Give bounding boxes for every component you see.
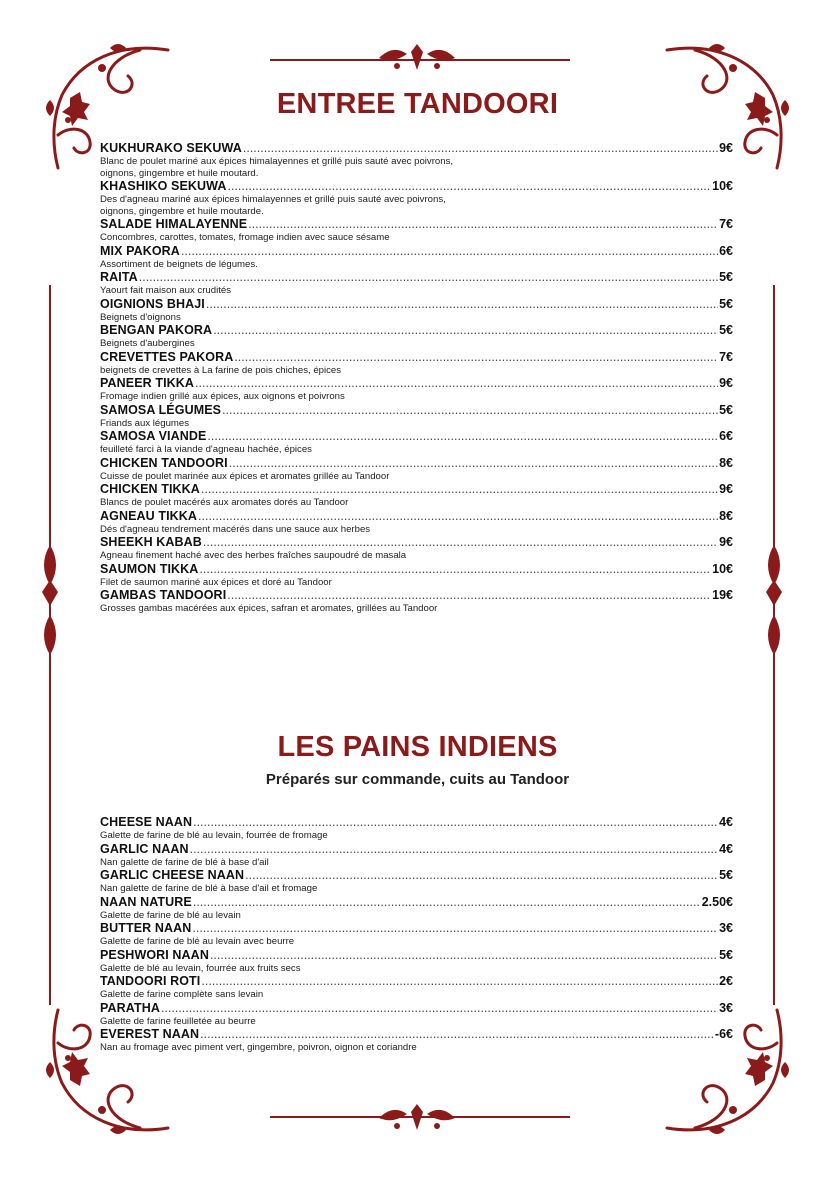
menu-item [100, 535, 733, 562]
dot-leader [222, 403, 718, 418]
menu-item-row [100, 270, 733, 285]
menu-item-description: Galette de blé au levain, fourrée aux fruits secs [100, 962, 301, 974]
menu-item-name: EVEREST NAAN [100, 1027, 200, 1041]
dot-leader [190, 842, 718, 857]
menu-item-name: BENGAN PAKORA [100, 323, 213, 337]
menu-item-description: Dés d'agneau tendrement macérés dans une sauce aux herbes [100, 523, 371, 535]
menu-item-row [100, 297, 733, 312]
menu-item [100, 429, 733, 456]
dot-leader [201, 482, 718, 497]
menu-item [100, 509, 733, 536]
menu-item [100, 868, 733, 895]
menu-item-description: Concombres, carottes, tomates, fromage indien avec sauce sésame [100, 232, 390, 243]
menu-item-price: 2€ [719, 974, 733, 988]
menu-item [100, 588, 733, 615]
menu-item-description: Friands aux légumes [100, 417, 190, 429]
dot-leader [192, 921, 718, 936]
menu-item-description: Blanc de poulet mariné aux épices himalayennes et grillé puis sauté avec poivrons, oignons, gingembre et huile moutard. [100, 156, 454, 179]
menu-item-row [100, 1001, 733, 1016]
dot-leader [227, 588, 711, 603]
menu-item-description: Beignets d'aubergines [100, 338, 195, 349]
dot-leader [200, 1027, 714, 1042]
menu-item [100, 974, 733, 1001]
menu-item [100, 1001, 733, 1028]
menu-item [100, 482, 733, 509]
menu-item-row [100, 429, 733, 444]
dot-leader [139, 270, 718, 285]
menu-item-description: Fromage indien grillé aux épices, aux oignons et poivrons [100, 391, 345, 402]
menu-item-price: 5€ [719, 323, 733, 337]
menu-item-price: 3€ [719, 1000, 733, 1015]
dot-leader [234, 350, 718, 365]
menu-item [100, 270, 733, 297]
menu-item-description: Filet de saumon mariné aux épices et doré au Tandoor [100, 576, 332, 588]
side-ornament-left-icon [36, 545, 64, 655]
menu-item-description: Beignets d'oignons [100, 311, 181, 323]
menu-item-name: OIGNIONS BHAJI [100, 296, 205, 311]
menu-item-description: Galette de farine de blé au levain avec beurre [100, 936, 295, 947]
menu-item-name: NAAN NATURE [100, 894, 192, 909]
dot-leader [229, 456, 718, 471]
menu-item-price: -6€ [714, 1027, 733, 1041]
dot-leader [243, 141, 718, 156]
menu-item [100, 562, 733, 589]
menu-item-price: 7€ [719, 349, 733, 364]
menu-item-row [100, 482, 733, 497]
menu-item-description: Galette de farine complète sans levain [100, 989, 264, 1000]
menu-item-row [100, 974, 733, 989]
menu-item [100, 323, 733, 350]
menu-item-row [100, 509, 733, 524]
dot-leader [203, 535, 718, 550]
menu-item [100, 1027, 733, 1054]
menu-item-row [100, 842, 733, 857]
menu-item-description: Nan au fromage avec piment vert, gingembre, poivron, oignon et coriandre [100, 1042, 417, 1053]
menu-item-name: SAUMON TIKKA [100, 561, 199, 576]
menu-item-price: 6€ [719, 429, 733, 443]
menu-item [100, 895, 733, 922]
menu-item-name: PANEER TIKKA [100, 376, 195, 390]
menu-item-row [100, 376, 733, 391]
section-subtitle-pains: Préparés sur commande, cuits au Tandoor [265, 771, 570, 788]
section-title-entree: ENTREE TANDOORI [276, 88, 559, 120]
menu-item-price: 19€ [712, 588, 733, 602]
menu-item-name: KUKHURAKO SEKUWA [100, 141, 242, 155]
menu-item-description: Nan galette de farine de blé à base d'ail et fromage [100, 883, 318, 894]
menu-item-description: Galette de farine feuilletée au beurre [100, 1015, 256, 1027]
menu-item-price: 7€ [719, 217, 733, 231]
menu-item-row [100, 1027, 733, 1042]
menu-item-price: 9€ [719, 141, 733, 155]
menu-item-description: Des d'agneau mariné aux épices himalayennes et grillé puis sauté avec poivrons, oignons, gingembre et huile moutarde. [100, 194, 446, 217]
menu-item-price: 10€ [712, 561, 733, 576]
menu-item-row [100, 179, 733, 194]
dot-leader [248, 217, 718, 232]
dot-leader [206, 297, 718, 312]
menu-item [100, 948, 733, 975]
menu-item [100, 456, 733, 483]
dot-leader [213, 323, 718, 338]
menu-item-description: Yaourt fait maison aux crudités [100, 285, 232, 296]
menu-item-price: 6€ [719, 243, 733, 258]
menu-item [100, 815, 733, 842]
dot-leader [193, 895, 701, 910]
menu-item-price: 4€ [719, 841, 733, 856]
menu-item-name: GAMBAS TANDOORI [100, 588, 227, 602]
menu-item-price: 9€ [719, 535, 733, 549]
menu-item-name: BUTTER NAAN [100, 921, 192, 935]
menu-item-name: PESHWORI NAAN [100, 947, 209, 962]
menu-item-name: MIX PAKORA [100, 243, 180, 258]
menu-item-price: 2.50€ [701, 894, 733, 909]
menu-item-price: 5€ [719, 270, 733, 284]
dot-leader [181, 244, 718, 259]
menu-item-row [100, 815, 733, 830]
menu-item-price: 9€ [719, 482, 733, 496]
menu-item-row [100, 562, 733, 577]
menu-item-description: Galette de farine de blé au levain [100, 909, 241, 921]
menu-item [100, 244, 733, 271]
menu-item-row [100, 403, 733, 418]
dot-leader [193, 815, 718, 830]
menu-item-name: CHICKEN TIKKA [100, 482, 200, 496]
menu-item-name: GARLIC NAAN [100, 841, 189, 856]
menu-item-name: RAITA [100, 270, 138, 284]
dot-leader [199, 562, 711, 577]
menu-item [100, 217, 733, 244]
menu-item [100, 376, 733, 403]
menu-item-row [100, 948, 733, 963]
flourish-top-icon [377, 40, 457, 76]
menu-item-price: 8€ [719, 508, 733, 523]
menu-item-row [100, 244, 733, 259]
menu-item-price: 8€ [719, 455, 733, 470]
menu-item-name: AGNEAU TIKKA [100, 508, 198, 523]
menu-item-price: 4€ [719, 815, 733, 829]
menu-item-name: SALADE HIMALAYENNE [100, 217, 248, 231]
menu-item-price: 5€ [719, 947, 733, 962]
menu-item-price: 5€ [719, 868, 733, 882]
menu-item-description: beignets de crevettes à La farine de pois chiches, épices [100, 364, 342, 376]
menu-item-name: PARATHA [100, 1000, 160, 1015]
menu-item-row [100, 323, 733, 338]
menu-item-description: Agneau finement haché avec des herbes fraîches saupoudré de masala [100, 550, 407, 561]
section-title-pains: LES PAINS INDIENS [277, 731, 558, 763]
menu-item-name: CREVETTES PAKORA [100, 349, 234, 364]
flourish-bottom-icon [377, 1100, 457, 1136]
dot-leader [195, 376, 718, 391]
menu-item-row [100, 868, 733, 883]
menu-item [100, 921, 733, 948]
menu-item-name: SAMOSA LÉGUMES [100, 402, 222, 417]
dot-leader [210, 948, 718, 963]
dot-leader [161, 1001, 718, 1016]
menu-item-row [100, 535, 733, 550]
menu-item-description: Galette de farine de blé au levain, fourrée de fromage [100, 830, 328, 841]
dot-leader [245, 868, 718, 883]
menu-item-row [100, 895, 733, 910]
menu-item-description: feuilleté farci à la viande d'agneau hachée, épices [100, 444, 312, 455]
menu-item-price: 10€ [712, 179, 733, 193]
side-ornament-right-icon [760, 545, 788, 655]
menu-item-price: 5€ [719, 402, 733, 417]
menu-item [100, 179, 733, 217]
menu-item [100, 842, 733, 869]
menu-item-row [100, 588, 733, 603]
menu-item-name: KHASHIKO SEKUWA [100, 179, 227, 193]
menu-item-name: SAMOSA VIANDE [100, 429, 207, 443]
menu-item [100, 141, 733, 179]
menu-item-name: CHICKEN TANDOORI [100, 455, 228, 470]
menu-item-row [100, 217, 733, 232]
menu-item-row [100, 456, 733, 471]
menu-item-price: 3€ [719, 921, 733, 935]
dot-leader [228, 179, 712, 194]
menu-item-name: TANDOORI ROTI [100, 974, 201, 988]
menu-item-description: Nan galette de farine de blé à base d'ail [100, 856, 269, 868]
menu-item [100, 350, 733, 377]
menu-item-description: Cuisse de poulet marinée aux épices et aromates grillée au Tandoor [100, 470, 390, 482]
menu-item-description: Blancs de poulet macérés aux aromates dorés au Tandoor [100, 497, 349, 508]
menu-item-row [100, 350, 733, 365]
menu-item-name: CHEESE NAAN [100, 815, 193, 829]
menu-item-name: SHEEKH KABAB [100, 535, 202, 549]
menu-item-row [100, 141, 733, 156]
dot-leader [201, 974, 718, 989]
menu-item [100, 403, 733, 430]
menu-item-description: Assortiment de beignets de légumes. [100, 258, 258, 270]
dot-leader [198, 509, 718, 524]
menu-list-entree [100, 141, 733, 615]
menu-item-price: 5€ [719, 296, 733, 311]
menu-list-pains [100, 815, 733, 1054]
menu-item [100, 297, 733, 324]
menu-item-name: GARLIC CHEESE NAAN [100, 868, 245, 882]
menu-item-description: Grosses gambas macérées aux épices, safran et aromates, grillées au Tandoor [100, 603, 438, 614]
menu-item-price: 9€ [719, 376, 733, 390]
menu-item-row [100, 921, 733, 936]
dot-leader [207, 429, 718, 444]
